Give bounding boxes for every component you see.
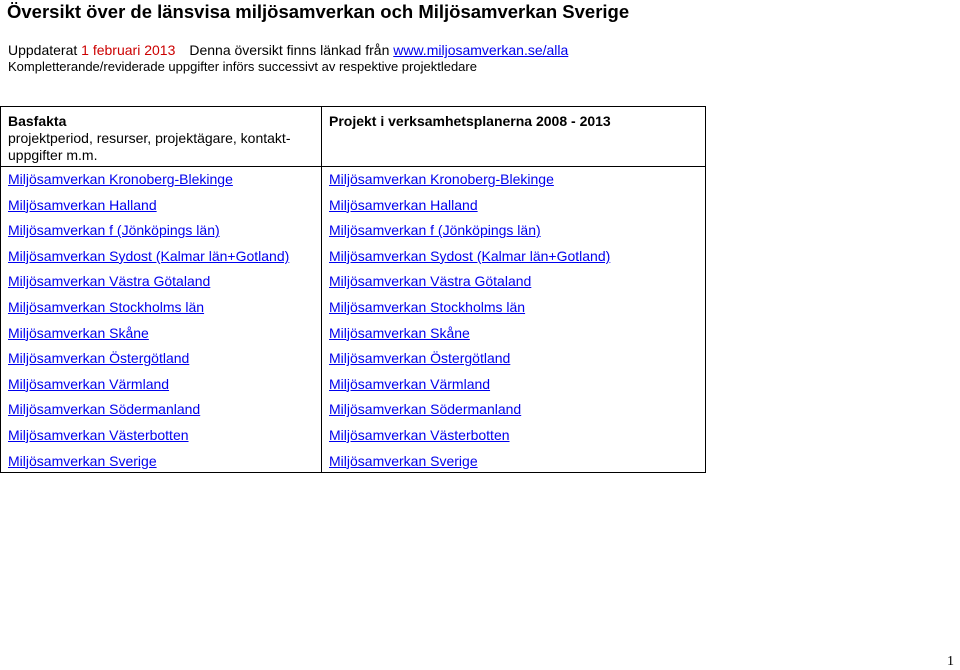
projekt-link[interactable]: Miljösamverkan Skåne (329, 324, 470, 341)
projekt-item (329, 248, 610, 274)
basfakta-item (8, 273, 289, 299)
overview-table (0, 106, 706, 473)
basfakta-item (8, 299, 289, 325)
projekt-item (329, 350, 610, 376)
updated-line (8, 42, 568, 58)
projekt-link[interactable]: Miljösamverkan Sydost (Kalmar län+Gotland) (329, 247, 611, 264)
basfakta-link[interactable]: Miljösamverkan Skåne (8, 324, 149, 341)
basfakta-link[interactable]: Miljösamverkan Västra Götaland (8, 273, 211, 290)
basfakta-link[interactable]: Miljösamverkan Värmland (8, 375, 170, 392)
basfakta-link-list (8, 171, 289, 478)
projekt-link[interactable]: Miljösamverkan Halland (329, 196, 478, 213)
basfakta-link[interactable]: Miljösamverkan Södermanland (8, 401, 201, 418)
table-header-divider (1, 166, 705, 167)
projekt-link[interactable]: Miljösamverkan Södermanland (329, 401, 522, 418)
projekt-item (329, 325, 610, 351)
projekt-link[interactable]: Miljösamverkan Värmland (329, 375, 491, 392)
updated-text: Denna översikt finns länkad från (189, 42, 390, 58)
projekt-link[interactable]: Miljösamverkan Västerbotten (329, 426, 510, 443)
projekt-item (329, 376, 610, 402)
projekt-link[interactable]: Miljösamverkan f (Jönköpings län) (329, 222, 541, 239)
projekt-link[interactable]: Miljösamverkan Kronoberg-Blekinge (329, 171, 554, 187)
overview-link[interactable]: www.miljosamverkan.se/alla (393, 42, 569, 58)
page-number: 1 (947, 654, 954, 669)
projekt-item (329, 427, 610, 453)
basfakta-link[interactable]: Miljösamverkan f (Jönköpings län) (8, 222, 220, 239)
projekt-item (329, 299, 610, 325)
projekt-link[interactable]: Miljösamverkan Östergötland (329, 350, 511, 367)
projekt-item (329, 453, 610, 479)
projekt-link-list (329, 171, 610, 478)
updated-date: 1 februari 2013 (81, 42, 176, 58)
basfakta-link[interactable]: Miljösamverkan Östergötland (8, 350, 190, 367)
basfakta-item (8, 427, 289, 453)
basfakta-link[interactable]: Miljösamverkan Halland (8, 196, 157, 213)
projekt-header: Projekt i verksamhetsplanerna 2008 - 2013 (329, 113, 611, 129)
basfakta-item (8, 350, 289, 376)
basfakta-item (8, 248, 289, 274)
basfakta-item (8, 222, 289, 248)
updated-prefix: Uppdaterat (8, 42, 78, 58)
basfakta-item (8, 171, 289, 197)
basfakta-item (8, 325, 289, 351)
projekt-link[interactable]: Miljösamverkan Västra Götaland (329, 273, 532, 290)
projekt-item (329, 222, 610, 248)
projekt-item (329, 401, 610, 427)
projekt-item (329, 273, 610, 299)
projekt-link[interactable]: Miljösamverkan Sverige (329, 452, 478, 469)
basfakta-link[interactable]: Miljösamverkan Sverige (8, 452, 157, 469)
projekt-item (329, 171, 610, 197)
table-column-divider (321, 107, 322, 472)
basfakta-title: Basfakta (8, 113, 67, 129)
basfakta-description: projektperiod, resurser, projektägare, kontakt-uppgifter m.m. (8, 130, 291, 163)
basfakta-link[interactable]: Miljösamverkan Kronoberg-Blekinge (8, 171, 233, 187)
basfakta-link[interactable]: Miljösamverkan Västerbotten (8, 426, 189, 443)
basfakta-item (8, 401, 289, 427)
projekt-link[interactable]: Miljösamverkan Stockholms län (329, 298, 526, 315)
basfakta-link[interactable]: Miljösamverkan Stockholms län (8, 298, 205, 315)
basfakta-item (8, 453, 289, 479)
basfakta-link[interactable]: Miljösamverkan Sydost (Kalmar län+Gotland) (8, 247, 290, 264)
page-title: Översikt över de länsvisa miljösamverkan och Miljösamverkan Sverige (7, 1, 630, 22)
basfakta-item (8, 376, 289, 402)
basfakta-header (8, 113, 308, 164)
subline-note: Kompletterande/reviderade uppgifter införs successivt av respektive projektledare (8, 59, 477, 74)
projekt-item (329, 197, 610, 223)
basfakta-item (8, 197, 289, 223)
